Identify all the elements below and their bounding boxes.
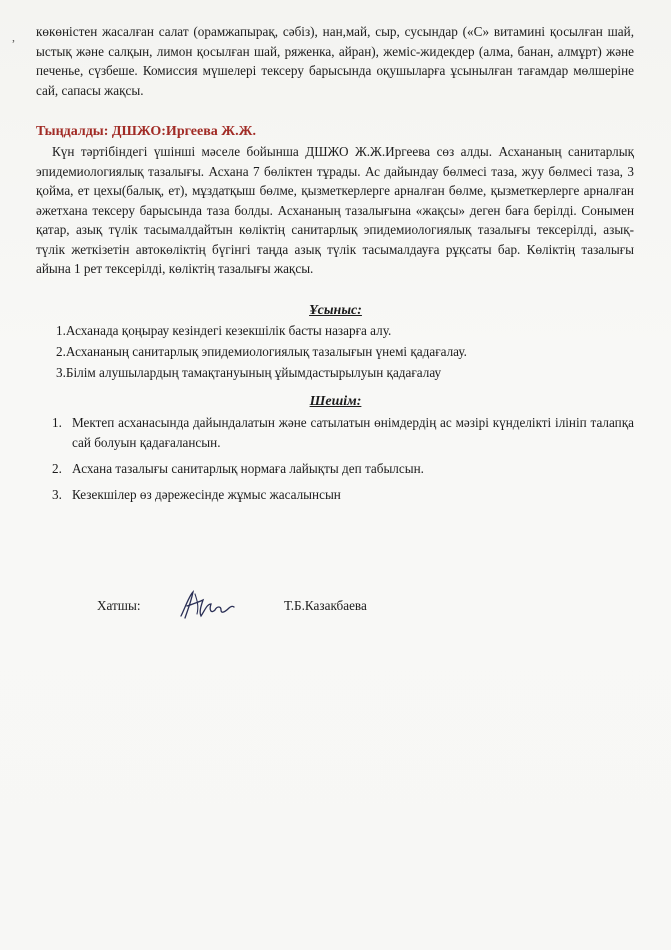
- proposal-item: 2.Асхананың санитарлық эпидемиологиялық тазалығын үнемі қадағалау.: [56, 344, 467, 359]
- heard-heading: Тыңдалды: ДШЖО:Иргеева Ж.Ж.: [36, 124, 256, 139]
- proposal-item: 1.Асханада қоңырау кезіндегі кезекшілік басты назарға алу.: [56, 323, 392, 338]
- decision-text: Кезекшілер өз дәрежесінде жұмыс жасалынсын: [72, 487, 341, 502]
- decision-list: [52, 413, 634, 511]
- secretary-name: Т.Б.Казакбаева: [284, 598, 367, 613]
- proposals-list: [56, 320, 467, 383]
- intro-paragraph: көкөністен жасалған салат (орамжапырақ, сәбіз), нан,май, сыр, сусындар («С» витамині қосылған шай, ыстық және салқын, лимон қосылған шай, ряженка, айран), жеміс-жидекдер (алма, банан, алмұрт) және печенье, сүзбеше. Комиссия мүшелері тексеру барысында оқушыларға ұсынылған тағамдар мөлшеріне сай, сапасы жақсы.: [36, 24, 634, 98]
- decision-number: 1.: [52, 415, 62, 430]
- proposals-title: Ұсыныс:: [309, 303, 362, 318]
- handwritten-signature: [177, 588, 235, 622]
- decision-number: 2.: [52, 461, 62, 476]
- margin-mark: ,: [12, 30, 15, 44]
- decision-item: [52, 485, 634, 505]
- secretary-label: Хатшы:: [97, 598, 141, 613]
- decision-text: Мектеп асханасында дайындалатын және сатылатын өнімдердің ас мәзірі күнделікті ілініп талапқа сай болуын қадағалансын.: [72, 415, 634, 450]
- decision-text: Асхана тазалығы санитарлық нормаға лайықты деп табылсын.: [72, 461, 424, 476]
- decision-item: [52, 413, 634, 453]
- decision-title: Шешім:: [309, 394, 362, 409]
- decision-number: 3.: [52, 487, 62, 502]
- body-paragraph: Күн тәртібіндегі үшінші мәселе бойынша ДШЖО Ж.Ж.Иргеева сөз алды. Асхананың санитарлық эпидемиологиялық тазалығы. Асхана 7 бөліктен тұрады. Ас дайындау бөлмесі таза, жуу бөлмесі таза, 3 қойма, ет цехы(балық, ет), мұздатқыш бөлме, қызметкерлерге арналған бөлме, қызметкерлерге арналған әжетхана тексеру барысында таза болды. Асхананың тазалығына «жақсы» деген баға берілді. Сонымен қатар, азық түлік тасымалдайтын көліктің санитарлық эпидемиологиялық тазалығы тексерілді, азық-түлік жеткізетін автокөліктің бүгінгі таңда азық түлік тасымалдауға рұқсаты бар. Көліктің тазалығы айына 1 рет тексерілді, көліктің тазалығы жақсы.: [36, 144, 634, 276]
- decision-item: [52, 459, 634, 479]
- proposal-item: 3.Білім алушылардың тамақтануының ұйымдастырылуын қадағалау: [56, 365, 442, 380]
